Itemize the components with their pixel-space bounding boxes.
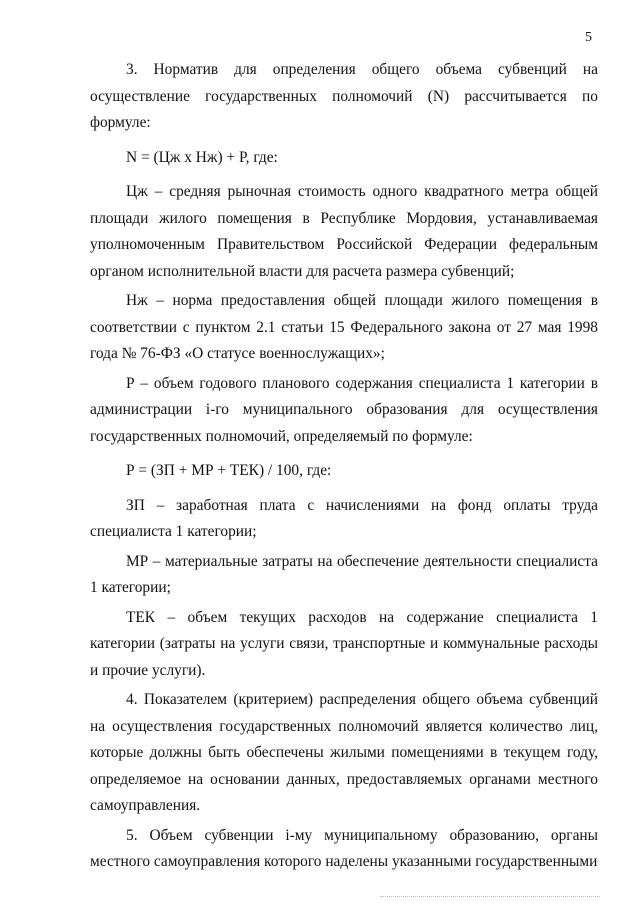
paragraph-norm-definition: 3. Норматив для определения общего объема субвенций на осуществление государственных полномочий (N) рассчитывается по формуле:	[90, 61, 598, 131]
page-bottom-divider	[380, 896, 600, 897]
formula-n: N = (Цж х Нж) + Р, где:	[126, 148, 278, 166]
paragraph-zp-definition: ЗП – заработная плата с начислениями на фонд оплаты труда специалиста 1 категории;	[90, 496, 598, 540]
document-body	[90, 57, 598, 876]
paragraph-cz-definition: Цж – средняя рыночная стоимость одного квадратного метра общей площади жилого помещения в Республике Мордовия, устанавливаемая уполномоченным Правительством Российской Федерации федеральным органом исполнительной власти для расчета размера субвенций;	[90, 183, 598, 280]
paragraph-mr-definition: МР – материальные затраты на обеспечение деятельности специалиста 1 категории;	[90, 552, 598, 596]
paragraph-nz-definition: Нж – норма предоставления общей площади жилого помещения в соответствии с пунктом 2.1 статьи 15 Федерального закона от 27 мая 1998 года № 76-ФЗ «О статусе военнослужащих»;	[90, 292, 598, 362]
paragraph-criterion: 4. Показателем (критерием) распределения общего объема субвенций на осуществления государственных полномочий является количество лиц, которые должны быть обеспечены жилыми помещениями в текущем году, определяемое на основании данных, предоставляемых органами местного самоуправления.	[90, 691, 598, 814]
paragraph-p-definition: Р – объем годового планового содержания специалиста 1 категории в администрации i-го муниципального образования для осуществления государственных полномочий, определяемый по формуле:	[90, 374, 598, 445]
formula-p: Р = (ЗП + МР + ТЕК) / 100, где:	[126, 462, 332, 479]
paragraph-tek-definition: ТЕК – объем текущих расходов на содержание специалиста 1 категории (затраты на услуги связи, транспортные и коммунальные расходы и прочие услуги).	[90, 608, 598, 679]
page-number: 5	[585, 30, 592, 45]
paragraph-subvention-volume: 5. Объем субвенции i-му муниципальному образованию, органы местного самоуправления которого наделены указанными государственными	[90, 826, 598, 870]
